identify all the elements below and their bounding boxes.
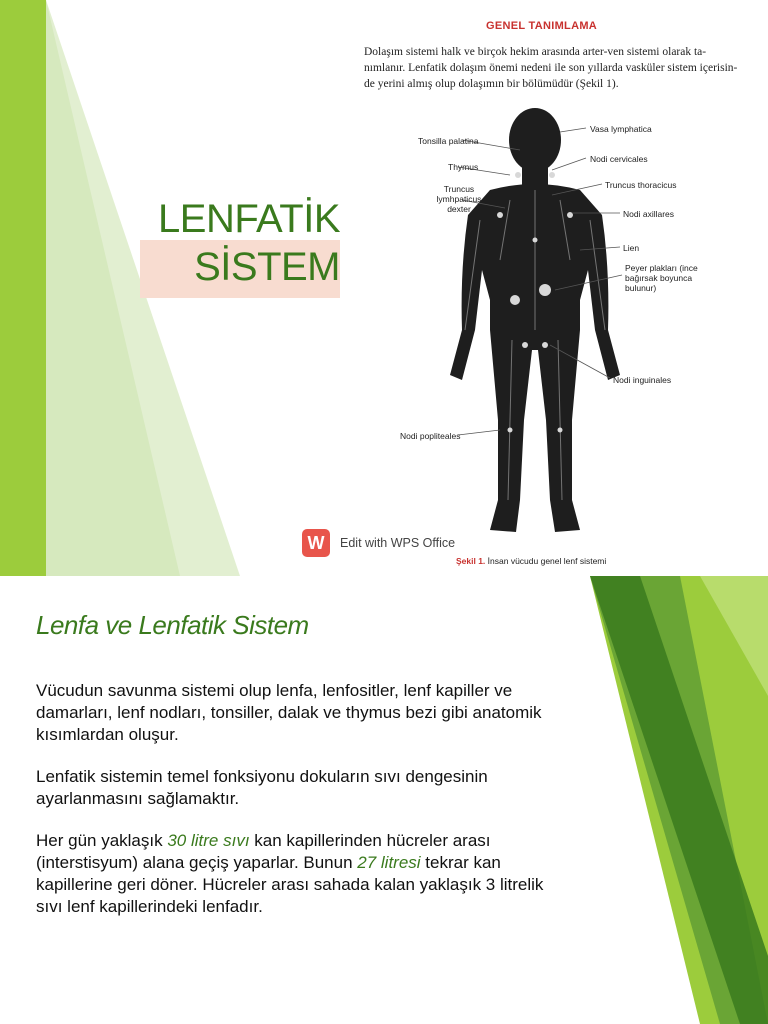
paragraph-3-part: kan kapillerinden hücreler arası (interstisyum) alana geçiş yaparlar. Bunun xyxy=(36,831,491,872)
label-thoracicus: Truncus thoracicus xyxy=(605,180,677,190)
label-axillares: Nodi axillares xyxy=(623,209,675,219)
slide-title-text xyxy=(158,195,340,291)
label-lien: Lien xyxy=(623,243,640,253)
label-truncus-line: Truncus xyxy=(443,184,475,194)
paragraph-3-part: Her gün yaklaşık xyxy=(36,831,168,850)
highlight-30-litre: 30 litre sıvı xyxy=(167,831,250,850)
slide-content xyxy=(0,576,768,1024)
label-inguinales: Nodi inguinales xyxy=(613,375,672,385)
lymphatic-figure xyxy=(307,0,768,576)
label-peyer-line: Peyer plakları (ince xyxy=(625,263,698,273)
label-popliteales: Nodi popliteales xyxy=(400,431,461,441)
wps-edit-button[interactable] xyxy=(302,529,455,557)
figure-para-line: de yerini almış olup dolaşımın bir bölümüdür (Şekil 1). xyxy=(364,78,619,90)
label-truncus-line: lymhpaticus xyxy=(436,194,482,204)
label-cervicales: Nodi cervicales xyxy=(590,154,648,164)
paragraph-3 xyxy=(36,830,566,918)
paragraph-3-part: tekrar kan kapillerine geri döner. Hücreler arası sahada kalan yaklaşık 3 litrelik sıvı lenf kapillerindeki lenfadır. xyxy=(36,853,544,916)
label-vasa: Vasa lymphatica xyxy=(590,124,652,134)
caption-bold: Şekil 1. xyxy=(456,556,486,566)
figure-caption xyxy=(456,556,606,566)
label-peyer xyxy=(625,263,698,293)
title-line-1: LENFATİK xyxy=(158,197,340,241)
human-body-silhouette-image xyxy=(340,0,768,576)
label-thymus: Thymus xyxy=(448,162,479,172)
title-line-2: SİSTEM xyxy=(194,245,340,289)
figure-heading: GENEL TANIMLAMA xyxy=(486,20,598,32)
label-truncus-dexter xyxy=(434,184,484,214)
wps-logo-icon: W xyxy=(302,529,330,557)
paragraph-2: Lenfatik sistemin temel fonksiyonu dokuların sıvı dengesinin ayarlanmasını sağlamaktır. xyxy=(36,767,488,808)
title-block xyxy=(140,195,348,299)
figure-para-line: Dolaşım sistemi halk ve birçok hekim arasında arter-ven sistemi olarak ta- xyxy=(364,46,707,58)
paragraph-1: Vücudun savunma sistemi olup lenfa, lenfositler, lenf kapiller ve damarları, lenf nodları, tonsiller, dalak ve thymus bezi gibi anatomik kısımlardan oluşur. xyxy=(36,681,542,744)
label-peyer-line: bulunur) xyxy=(625,283,657,293)
label-truncus-line: dexter xyxy=(447,204,471,214)
slide-heading: Lenfa ve Lenfatik Sistem xyxy=(36,610,309,640)
label-tonsilla: Tonsilla palatina xyxy=(418,136,479,146)
highlight-27-litre: 27 litresi xyxy=(357,853,421,872)
figure-para-line: nımlanır. Lenfatik dolaşım önemi nedeni ile son yıllarda vasküler sistem içerisin- xyxy=(364,62,738,74)
label-peyer-line: bağırsak boyunca xyxy=(625,273,693,283)
wps-edit-label: Edit with WPS Office xyxy=(340,536,456,550)
caption-text: İnsan vücudu genel lenf sistemi xyxy=(485,556,607,566)
